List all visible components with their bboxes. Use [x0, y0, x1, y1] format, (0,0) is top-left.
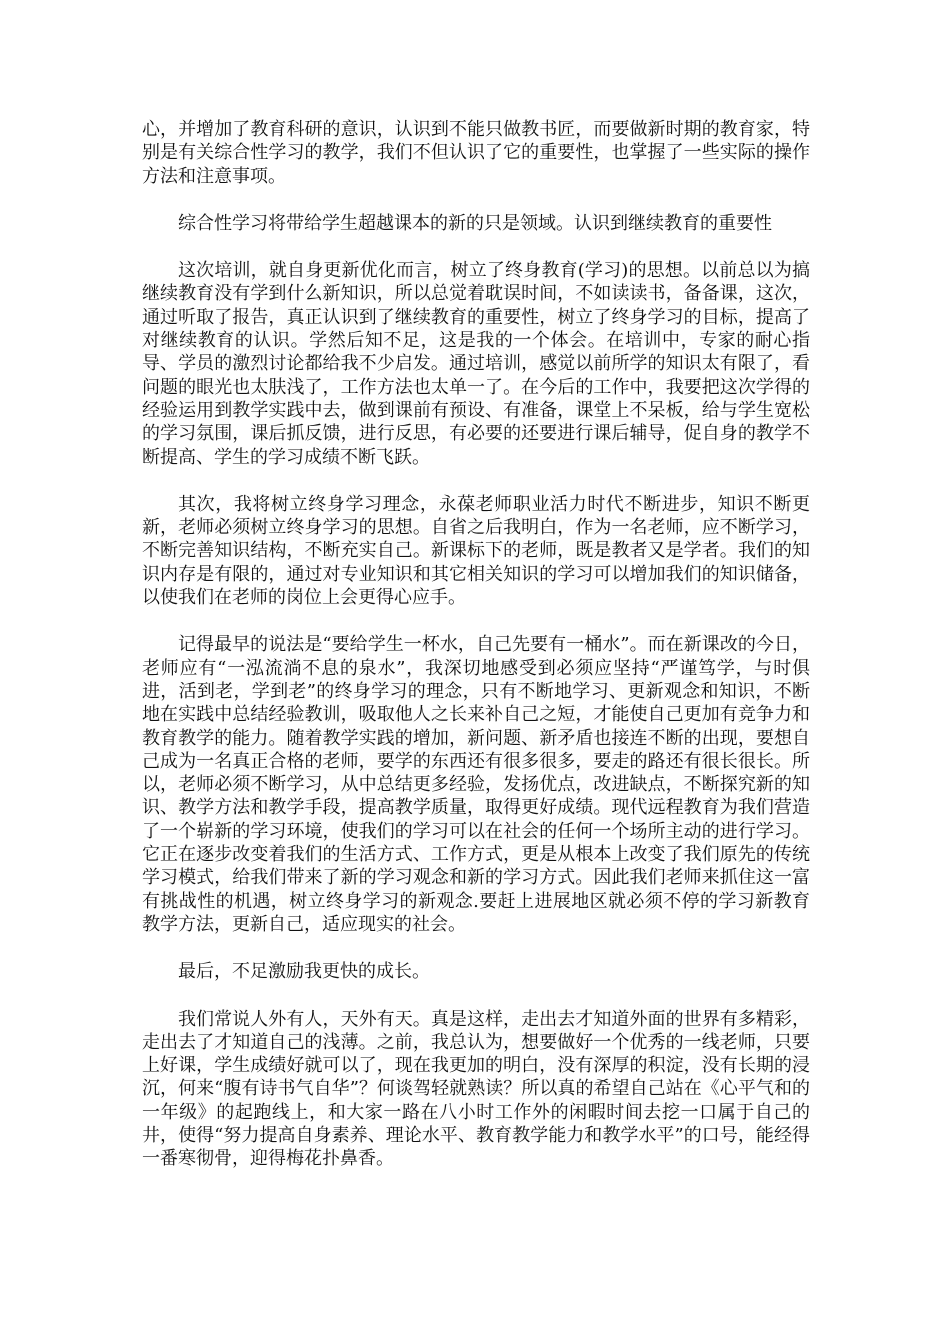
document-page: [142, 118, 810, 1195]
paragraph-lifelong-learning: 其次，我将树立终身学习理念，永葆老师职业活力时代不断进步，知识不断更新，老师必须树立终身学习的思想。自省之后我明白，作为一名老师，应不断学习，不断完善知识结构，不断充实自己。新课标下的老师，既是教者又是学者。我们的知识内存是有限的，通过对专业知识和其它相关知识的学习可以增加我们的知识储备，以使我们在老师的岗位上会更得心应手。: [142, 493, 810, 609]
paragraph-heading-comprehensive-learning: 综合性学习将带给学生超越课本的新的只是领域。认识到继续教育的重要性: [178, 212, 772, 234]
paragraph-bucket-of-water: 记得最早的说法是“要给学生一杯水，自己先要有一桶水”。而在新课改的今日，老师应有“一泓流淌不息的泉水”，我深切地感受到必须应坚持“严谨笃学，与时俱进，活到老，学到老”的终身学习的理念，只有不断地学习、更新观念和知识，不断地在实践中总结经验教训，吸取他人之长来补自己之短，才能使自己更加有竞争力和教育教学的能力。随着教学实践的增加，新问题、新矛盾也接连不断的出现，要想自己成为一名真正合格的老师，要学的东西还有很多很多，要走的路还有很长很长。所以，老师必须不断学习，从中总结更多经验，发扬优点，改进缺点，不断探究新的知识、教学方法和教学手段，提高教学质量，取得更好成绩。现代远程教育为我们营造了一个崭新的学习环境，使我们的学习可以在社会的任何一个场所主动的进行学习。它正在逐步改变着我们的生活方式、工作方式，更是从根本上改变了我们原先的传统学习模式，给我们带来了新的学习观念和新的学习方式。因此我们老师来抓住这一富有挑战性的机遇，树立终身学习的新观念.要赶上进展地区就必须不停的学习新教育教学方法，更新自己，适应现实的社会。: [142, 634, 810, 935]
paragraph-finally: 最后，不足激励我更快的成长。: [178, 961, 430, 983]
paragraph-closing: 我们常说人外有人，天外有天。真是这样，走出去才知道外面的世界有多精彩，走出去了才知道自己的浅薄。之前，我总认为，想要做好一个优秀的一线老师，只要上好课，学生成绩好就可以了，现在我更加的明白，没有深厚的积淀，没有长期的浸沉，何来“腹有诗书气自华”？何谈驾轻就熟读？所以真的希望自己站在《心平气和的一年级》的起跑线上，和大家一路在八小时工作外的闲暇时间去挖一口属于自己的井，使得“努力提高自身素养、理论水平、教育教学能力和教学水平”的口号，能经得一番寒彻骨，迎得梅花扑鼻香。: [142, 1008, 810, 1170]
paragraph-training: 这次培训，就自身更新优化而言，树立了终身教育(学习)的思想。以前总以为搞继续教育没有学到什么新知识，所以总觉着耽误时间，不如读读书，备备课，这次，通过听取了报告，真正认识到了继续教育的重要性，树立了终身学习的目标，提高了对继续教育的认识。学然后知不足，这是我的一个体会。在培训中，专家的耐心指导、学员的激烈讨论都给我不少启发。通过培训，感觉以前所学的知识太有限了，看问题的眼光也太肤浅了，工作方法也太单一了。在今后的工作中，我要把这次学得的经验运用到教学实践中去，做到课前有预设、有准备，课堂上不呆板，给与学生宽松的学习氛围，课后抓反馈，进行反思，有必要的还要进行课后辅导，促自身的教学不断提高、学生的学习成绩不断飞跃。: [142, 260, 810, 468]
paragraph-continuation: 心，并增加了教育科研的意识，认识到不能只做教书匠，而要做新时期的教育家，特别是有关综合性学习的教学，我们不但认识了它的重要性，也掌握了一些实际的操作方法和注意事项。: [142, 119, 810, 187]
